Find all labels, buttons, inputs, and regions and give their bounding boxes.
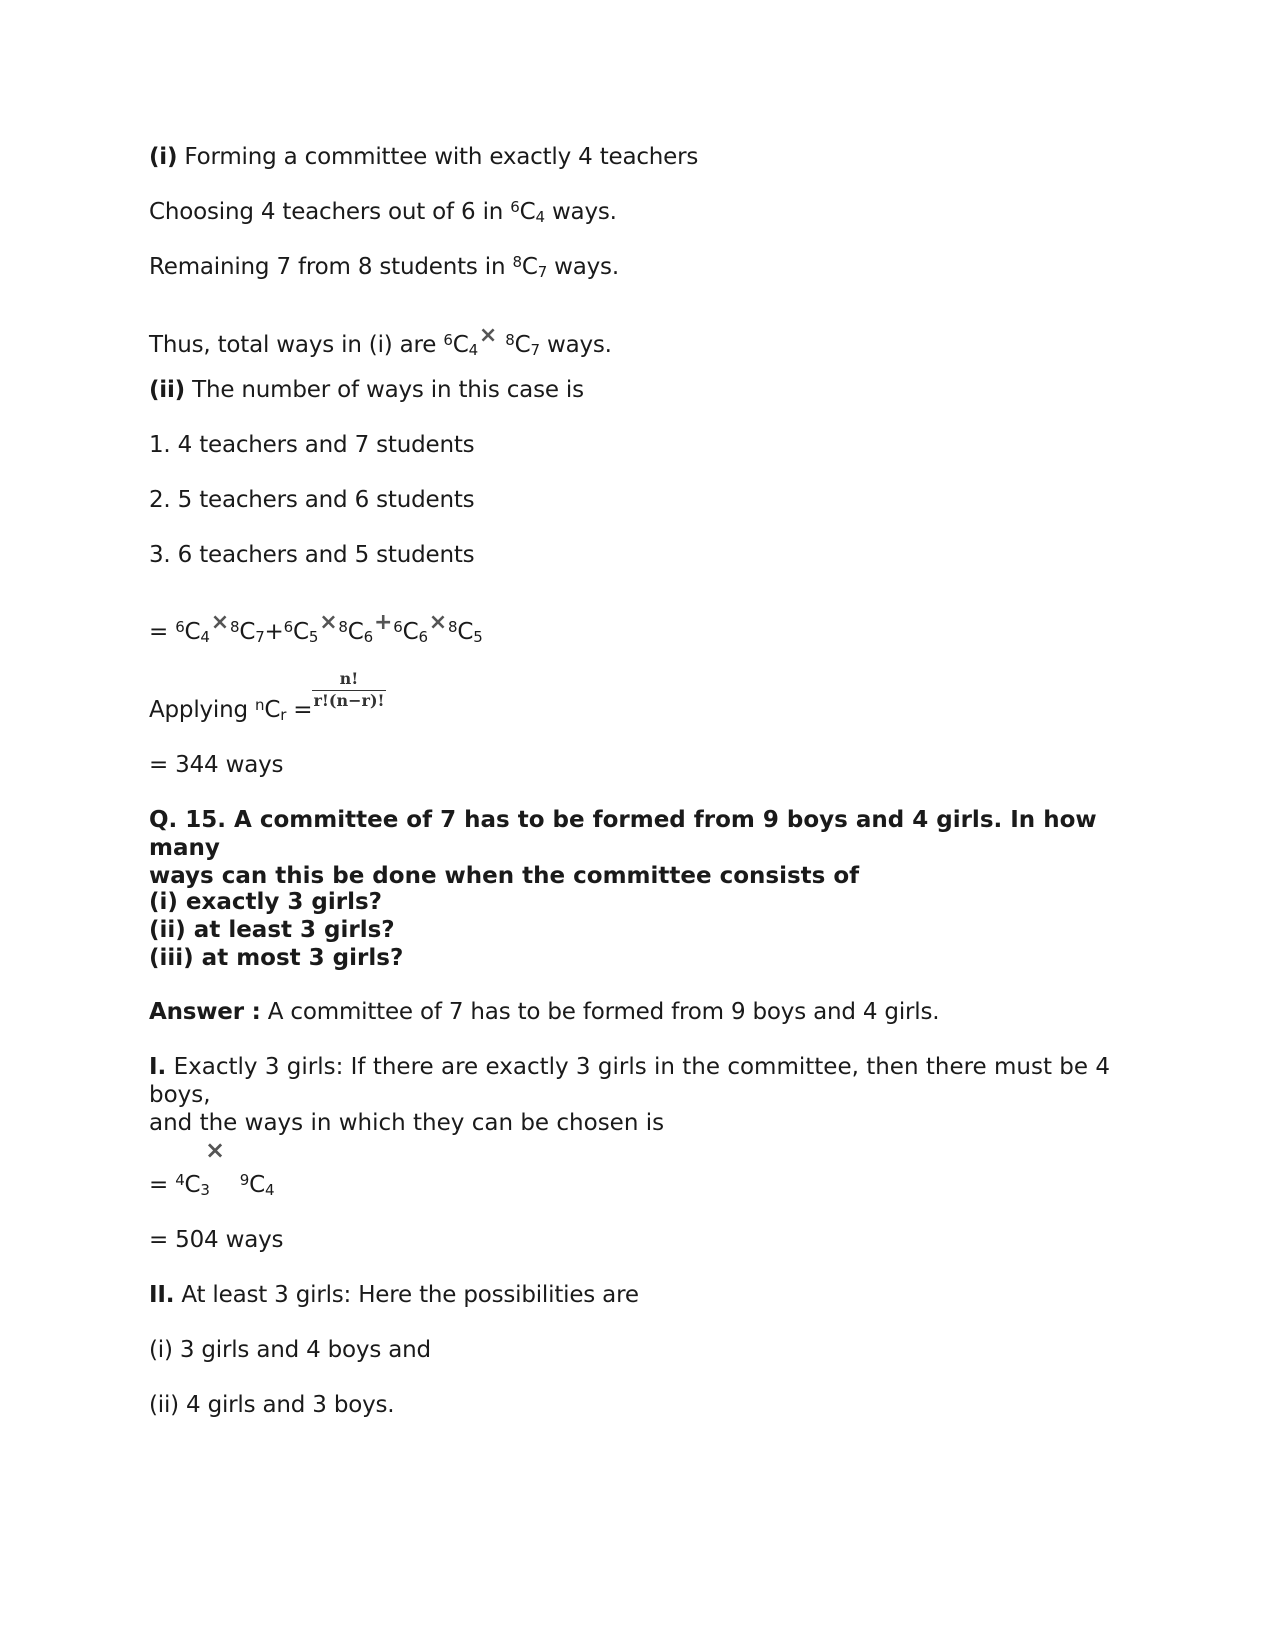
combination-symbol: C (249, 1172, 265, 1198)
text: Applying (149, 697, 256, 723)
superscript: 6 (175, 618, 185, 636)
times-icon: × (205, 1136, 226, 1164)
combination-symbol: C (519, 199, 536, 225)
combination-symbol: C (521, 254, 538, 280)
times-icon: × (478, 323, 498, 348)
plus-icon: + (373, 610, 393, 635)
combination-symbol: C (347, 619, 364, 645)
part-text: Forming a committee with exactly 4 teachers (177, 144, 699, 170)
times-icon: × (210, 610, 229, 635)
part-i-heading (149, 143, 698, 172)
superscript: 9 (239, 1171, 250, 1189)
combination-symbol: C (452, 332, 469, 358)
paragraph-text: Exactly 3 girls: If there are exactly 3 girls in the committee, then there must be 4 boys, (149, 1054, 1110, 1108)
superscript: 6 (393, 618, 403, 636)
list-item: (i) 3 girls and 4 boys and (149, 1337, 431, 1363)
question-heading (149, 806, 1129, 890)
times-icon: × (319, 610, 338, 635)
combination-symbol: C (264, 697, 281, 723)
subscript: 6 (418, 628, 428, 646)
answer-label: Answer : (149, 999, 261, 1025)
fraction-denominator: r!(n−r)! (313, 691, 385, 710)
superscript: 6 (283, 618, 293, 636)
paragraph-text: and the ways in which they can be chosen is (149, 1110, 665, 1136)
sum-expression (149, 608, 483, 647)
subscript: 7 (255, 628, 265, 646)
section-label: I. (149, 1054, 167, 1080)
times-icon: × (428, 610, 448, 635)
superscript: 8 (448, 618, 458, 636)
equals: = (286, 697, 313, 723)
part-text: The number of ways in this case is (185, 377, 584, 403)
subscript: 7 (537, 263, 548, 281)
remaining-students-line (149, 253, 619, 282)
superscript: n (255, 696, 265, 714)
superscript: 4 (175, 1171, 185, 1189)
superscript: 8 (229, 618, 240, 636)
subscript: 4 (468, 341, 478, 359)
exactly-3-girls-paragraph (149, 1053, 1129, 1137)
subscript: 4 (200, 628, 210, 646)
question-option: (ii) at least 3 girls? (149, 917, 395, 943)
result-line: = 504 ways (149, 1227, 284, 1253)
subscript: 6 (363, 628, 373, 646)
superscript: 6 (510, 198, 520, 216)
result-line: = 344 ways (149, 752, 284, 778)
paragraph-text: At least 3 girls: Here the possibilities are (174, 1282, 639, 1308)
combination-symbol: C (292, 619, 309, 645)
subscript: 3 (200, 1181, 210, 1199)
combination-symbol: C (184, 1172, 201, 1198)
subscript: r (280, 706, 287, 724)
list-item: 3. 6 teachers and 5 students (149, 542, 475, 568)
superscript: 6 (443, 331, 453, 349)
total-ways-line (149, 321, 612, 360)
equals: = (149, 1172, 176, 1198)
superscript: 8 (512, 253, 522, 271)
question-options (149, 888, 1129, 972)
question-option: (i) exactly 3 girls? (149, 889, 382, 915)
question-text: ways can this be done when the committee consists of (149, 863, 860, 889)
at-least-3-girls-line (149, 1281, 639, 1310)
plus-sign: + (264, 619, 284, 645)
combination-symbol: C (239, 619, 256, 645)
section-label: II. (149, 1282, 175, 1308)
text: Remaining 7 from 8 students in (149, 254, 513, 280)
superscript: 8 (338, 618, 348, 636)
exactly-3-girls-expression (149, 1171, 274, 1200)
answer-text: A committee of 7 has to be formed from 9 boys and 4 girls. (260, 999, 940, 1025)
list-item: 1. 4 teachers and 7 students (149, 432, 475, 458)
answer-line (149, 998, 939, 1027)
combination-symbol: C (457, 619, 474, 645)
subscript: 5 (473, 628, 483, 646)
text: Thus, total ways in (i) are (149, 332, 444, 358)
subscript: 4 (264, 1181, 275, 1199)
question-text: Q. 15. A committee of 7 has to be formed from 9 boys and 4 girls. In how many (149, 807, 1097, 861)
subscript: 5 (308, 628, 319, 646)
question-option: (iii) at most 3 girls? (149, 945, 404, 971)
text: Choosing 4 teachers out of 6 in (149, 199, 511, 225)
text: ways. (539, 332, 612, 358)
fraction-numerator: n! (339, 669, 359, 688)
subscript: 7 (530, 341, 540, 359)
list-item: 2. 5 teachers and 6 students (149, 487, 475, 513)
subscript: 4 (535, 208, 545, 226)
combination-symbol: C (402, 619, 419, 645)
text: ways. (544, 199, 617, 225)
text: ways. (547, 254, 619, 280)
part-label: (ii) (149, 377, 185, 403)
part-label: (i) (149, 144, 178, 170)
combination-symbol: C (184, 619, 201, 645)
list-item: (ii) 4 girls and 3 boys. (149, 1392, 395, 1418)
superscript: 8 (505, 331, 515, 349)
part-ii-heading (149, 376, 584, 405)
applying-formula-line (149, 696, 312, 725)
combination-symbol: C (514, 332, 531, 358)
choosing-teachers-line (149, 198, 617, 227)
combination-formula-fraction (312, 668, 386, 710)
equals: = (149, 619, 176, 645)
